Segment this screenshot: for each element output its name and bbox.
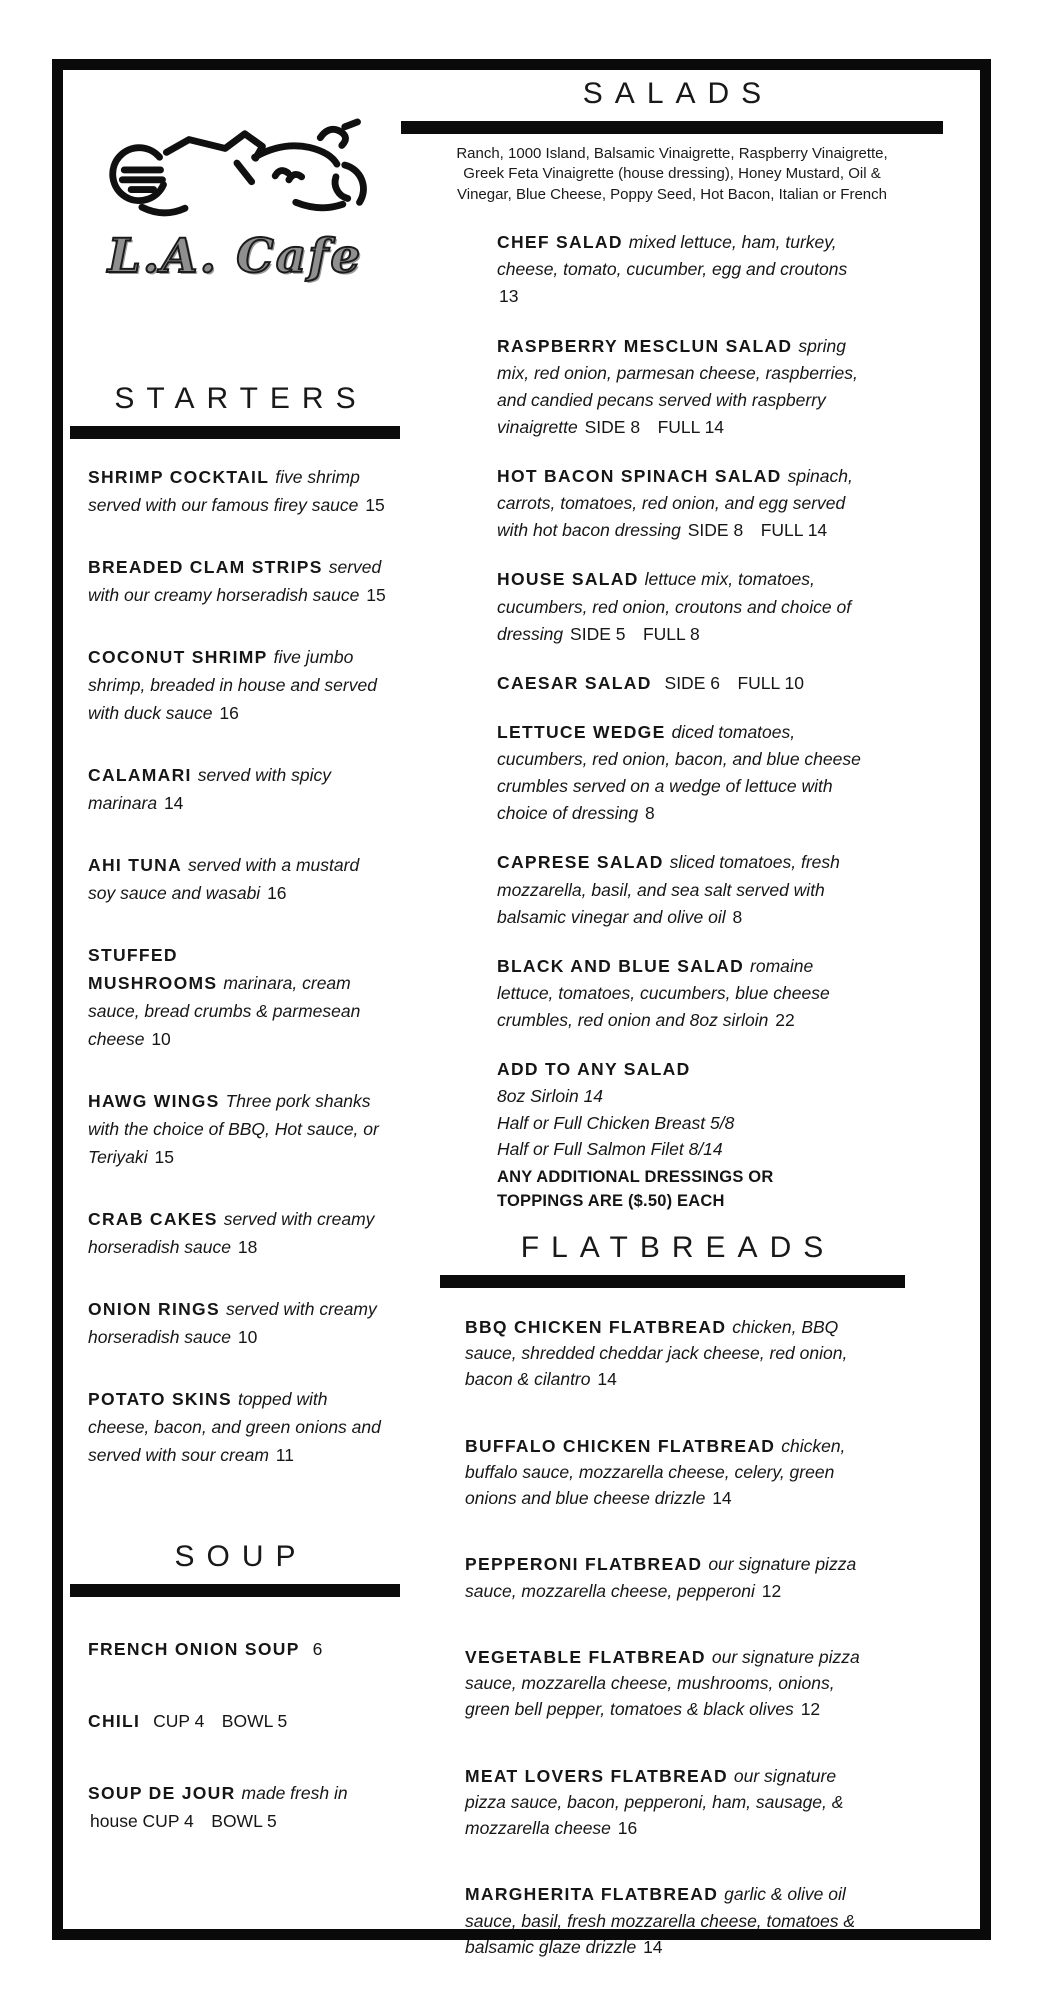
item-price: SIDE 6 FULL 10: [664, 672, 804, 693]
add-to-salad-title: ADD TO ANY SALAD: [497, 1059, 691, 1080]
menu-item: [88, 1779, 390, 1835]
dressings-toppings-note: ANY ADDITIONAL DRESSINGS OR TOPPINGS ARE ($.50) EACH: [497, 1168, 774, 1210]
menu-item: [465, 1433, 867, 1512]
item-description: spinach, carrots, tomatoes, red onion, and egg served with hot bacon dressing: [497, 466, 853, 541]
item-description: Three pork shanks with the choice of BBQ, Hot sauce, or Teriyaki: [88, 1091, 379, 1168]
item-description: our signature pizza sauce, mozzarella cheese, pepperoni: [465, 1554, 857, 1601]
menu-item: [88, 1707, 390, 1735]
item-price: CUP 4 BOWL 5: [153, 1711, 288, 1732]
item-description: sliced tomatoes, fresh mozzarella, basil, and sea salt served with balsamic vinegar and olive oil: [497, 852, 840, 927]
salad-dressings-list: Ranch, 1000 Island, Balsamic Vinaigrette, Raspberry Vinaigrette, Greek Feta Vinaigrette (house dressing), Honey Mustard, Oil & Vinegar, Blue Cheese, Poppy Seed, Hot Bacon, Italian or French: [456, 145, 888, 203]
item-description: made fresh in: [241, 1783, 348, 1804]
starters-heading: STARTERS: [114, 382, 368, 416]
item-description: served with creamy horseradish sauce: [88, 1209, 375, 1258]
logo: [70, 114, 400, 287]
menu-item: [88, 1087, 390, 1171]
motorcycle-logo-icon: [88, 114, 382, 224]
section-starters: [70, 381, 400, 1469]
menu-item: [497, 333, 869, 442]
menu-item: [88, 851, 390, 907]
item-name: STUFFED MUSHROOMS: [88, 945, 218, 994]
item-price: 8: [644, 803, 655, 824]
menu-item: [88, 643, 390, 727]
soup-list: [70, 1635, 400, 1835]
menu-item: [465, 1763, 867, 1842]
item-name: CHEF SALAD: [497, 232, 623, 253]
section-flatbreads: [401, 1230, 943, 1960]
menu-item: [88, 1295, 390, 1351]
add-on-option: 8oz Sirloin 14: [497, 1086, 604, 1107]
section-salads: [401, 76, 943, 1214]
item-price: 16: [219, 703, 239, 724]
item-description: spring mix, red onion, parmesan cheese, raspberries, and candied pecans served with raspberry vinaigrette: [497, 335, 858, 437]
menu-item: [465, 1644, 867, 1723]
menu-item: [88, 1635, 390, 1663]
item-price: 10: [151, 1029, 171, 1050]
item-price: 16: [617, 1818, 638, 1839]
item-price: 13: [499, 286, 519, 307]
menu-item: [88, 941, 390, 1053]
restaurant-name: L.A. Cafe: [107, 229, 363, 284]
salads-heading: SALADS: [582, 77, 774, 110]
menu-item: [88, 761, 390, 817]
item-name: AHI TUNA: [88, 855, 183, 876]
item-price: 12: [800, 1699, 821, 1720]
item-price: SIDE 5 FULL 8: [570, 623, 700, 644]
item-description: topped with cheese, bacon, and green onions and served with sour cream: [88, 1389, 381, 1466]
item-name: CALAMARI: [88, 765, 192, 786]
item-description: our signature pizza sauce, mozzarella cheese, mushrooms, onions, green bell pepper, tomatoes & black olives: [465, 1646, 860, 1720]
item-description: chicken, BBQ sauce, shredded cheddar jack cheese, red onion, bacon & cilantro: [465, 1316, 848, 1390]
item-price: 11: [275, 1445, 294, 1466]
menu-item: [497, 670, 869, 697]
item-name: HOT BACON SPINACH SALAD: [497, 466, 782, 487]
menu-item: [88, 1205, 390, 1261]
item-price: house CUP 4 BOWL 5: [90, 1811, 277, 1832]
menu-item: [88, 1385, 390, 1469]
item-name: RASPBERRY MESCLUN SALAD: [497, 335, 793, 356]
menu-item: [497, 849, 869, 930]
item-name: COCONUT SHRIMP: [88, 647, 268, 668]
item-price: SIDE 8 FULL 14: [687, 520, 828, 541]
item-price: 14: [643, 1936, 663, 1957]
item-price: 18: [237, 1237, 258, 1258]
item-price: 14: [597, 1369, 617, 1390]
menu-item: [497, 566, 869, 647]
flatbreads-list: [401, 1314, 943, 1960]
menu-item: [497, 229, 869, 310]
item-price: 15: [366, 585, 386, 606]
starters-list: [70, 463, 400, 1469]
item-price: 6: [312, 1639, 323, 1660]
item-description: romaine lettuce, tomatoes, cucumbers, blue cheese crumbles, red onion and 8oz sirloin: [497, 955, 830, 1031]
add-on-option: Half or Full Salmon Filet 8/14: [497, 1138, 723, 1159]
menu-item: [497, 463, 869, 544]
item-price: 15: [365, 495, 385, 516]
add-to-any-salad: [401, 1056, 943, 1214]
left-column: [70, 70, 400, 1879]
salads-list: [401, 229, 943, 1034]
item-description: served with our creamy horseradish sauce: [88, 557, 382, 606]
item-name: CAESAR SALAD: [497, 672, 652, 693]
item-name: CHILI: [88, 1711, 141, 1732]
item-price: 22: [775, 1010, 795, 1031]
item-name: SHRIMP COCKTAIL: [88, 467, 270, 488]
item-price: 12: [761, 1580, 782, 1601]
right-column: [401, 70, 943, 2000]
item-description: mixed lettuce, ham, turkey, cheese, tomato, cucumber, egg and croutons: [497, 232, 848, 280]
item-description: five shrimp served with our famous firey sauce: [88, 467, 360, 516]
item-name: BLACK AND BLUE SALAD: [497, 955, 745, 976]
menu-item: [465, 1551, 867, 1604]
menu-border-frame: [52, 59, 991, 1957]
item-name: PEPPERONI FLATBREAD: [465, 1554, 703, 1575]
item-name: BUFFALO CHICKEN FLATBREAD: [465, 1435, 776, 1456]
flatbreads-underline: [440, 1275, 905, 1288]
item-name: HAWG WINGS: [88, 1091, 220, 1112]
item-name: MEAT LOVERS FLATBREAD: [465, 1765, 728, 1786]
item-price: 16: [267, 883, 287, 904]
item-name: CAPRESE SALAD: [497, 852, 664, 873]
item-name: MARGHERITA FLATBREAD: [465, 1884, 719, 1905]
item-price: 10: [237, 1327, 258, 1348]
soup-underline: [70, 1584, 400, 1597]
item-description: served with a mustard soy sauce and wasabi: [88, 855, 360, 904]
item-description: served with creamy horseradish sauce: [88, 1299, 377, 1348]
item-name: ONION RINGS: [88, 1299, 220, 1320]
item-name: VEGETABLE FLATBREAD: [465, 1646, 706, 1667]
soup-heading: SOUP: [174, 1540, 308, 1574]
item-description: marinara, cream sauce, bread crumbs & parmesean cheese: [88, 973, 361, 1050]
item-price: SIDE 8 FULL 14: [584, 416, 725, 437]
item-name: BREADED CLAM STRIPS: [88, 557, 323, 578]
starters-underline: [70, 426, 400, 439]
menu-item: [88, 463, 390, 519]
item-name: SOUP DE JOUR: [88, 1783, 236, 1804]
flatbreads-heading: FLATBREADS: [520, 1230, 836, 1264]
item-price: 14: [163, 793, 184, 814]
menu-item: [465, 1314, 867, 1393]
item-name: LETTUCE WEDGE: [497, 721, 666, 742]
item-name: HOUSE SALAD: [497, 569, 639, 590]
item-name: BBQ CHICKEN FLATBREAD: [465, 1316, 727, 1337]
item-description: lettuce mix, tomatoes, cucumbers, red onion, croutons and choice of dressing: [497, 569, 852, 644]
menu-item: [465, 1881, 867, 1960]
item-description: diced tomatoes, cucumbers, red onion, bacon, and blue cheese crumbles served on a wedge of lettuce with choice of dressing: [497, 721, 861, 824]
item-description: five jumbo shrimp, breaded in house and served with duck sauce: [88, 647, 377, 724]
add-on-option: Half or Full Chicken Breast 5/8: [497, 1112, 735, 1133]
item-description: our signature pizza sauce, bacon, pepperoni, ham, sausage, & mozzarella cheese: [465, 1765, 844, 1839]
item-description: chicken, buffalo sauce, mozzarella cheese, celery, green onions and blue cheese drizzle: [465, 1435, 846, 1509]
item-description: garlic & olive oil sauce, basil, fresh mozzarella cheese, tomatoes & balsamic glaze drizzle: [465, 1884, 856, 1957]
salads-underline: [401, 121, 943, 134]
menu-item: [497, 719, 869, 828]
item-name: CRAB CAKES: [88, 1209, 218, 1230]
item-price: 8: [732, 906, 743, 927]
menu-item: [497, 953, 869, 1034]
item-name: FRENCH ONION SOUP: [88, 1639, 300, 1660]
item-name: POTATO SKINS: [88, 1389, 232, 1410]
add-to-salad-options: [497, 1083, 943, 1162]
menu-item: [88, 553, 390, 609]
section-soup: [70, 1539, 400, 1835]
item-price: 14: [712, 1488, 732, 1509]
item-price: 15: [154, 1147, 174, 1168]
item-description: served with spicy marinara: [88, 765, 331, 814]
